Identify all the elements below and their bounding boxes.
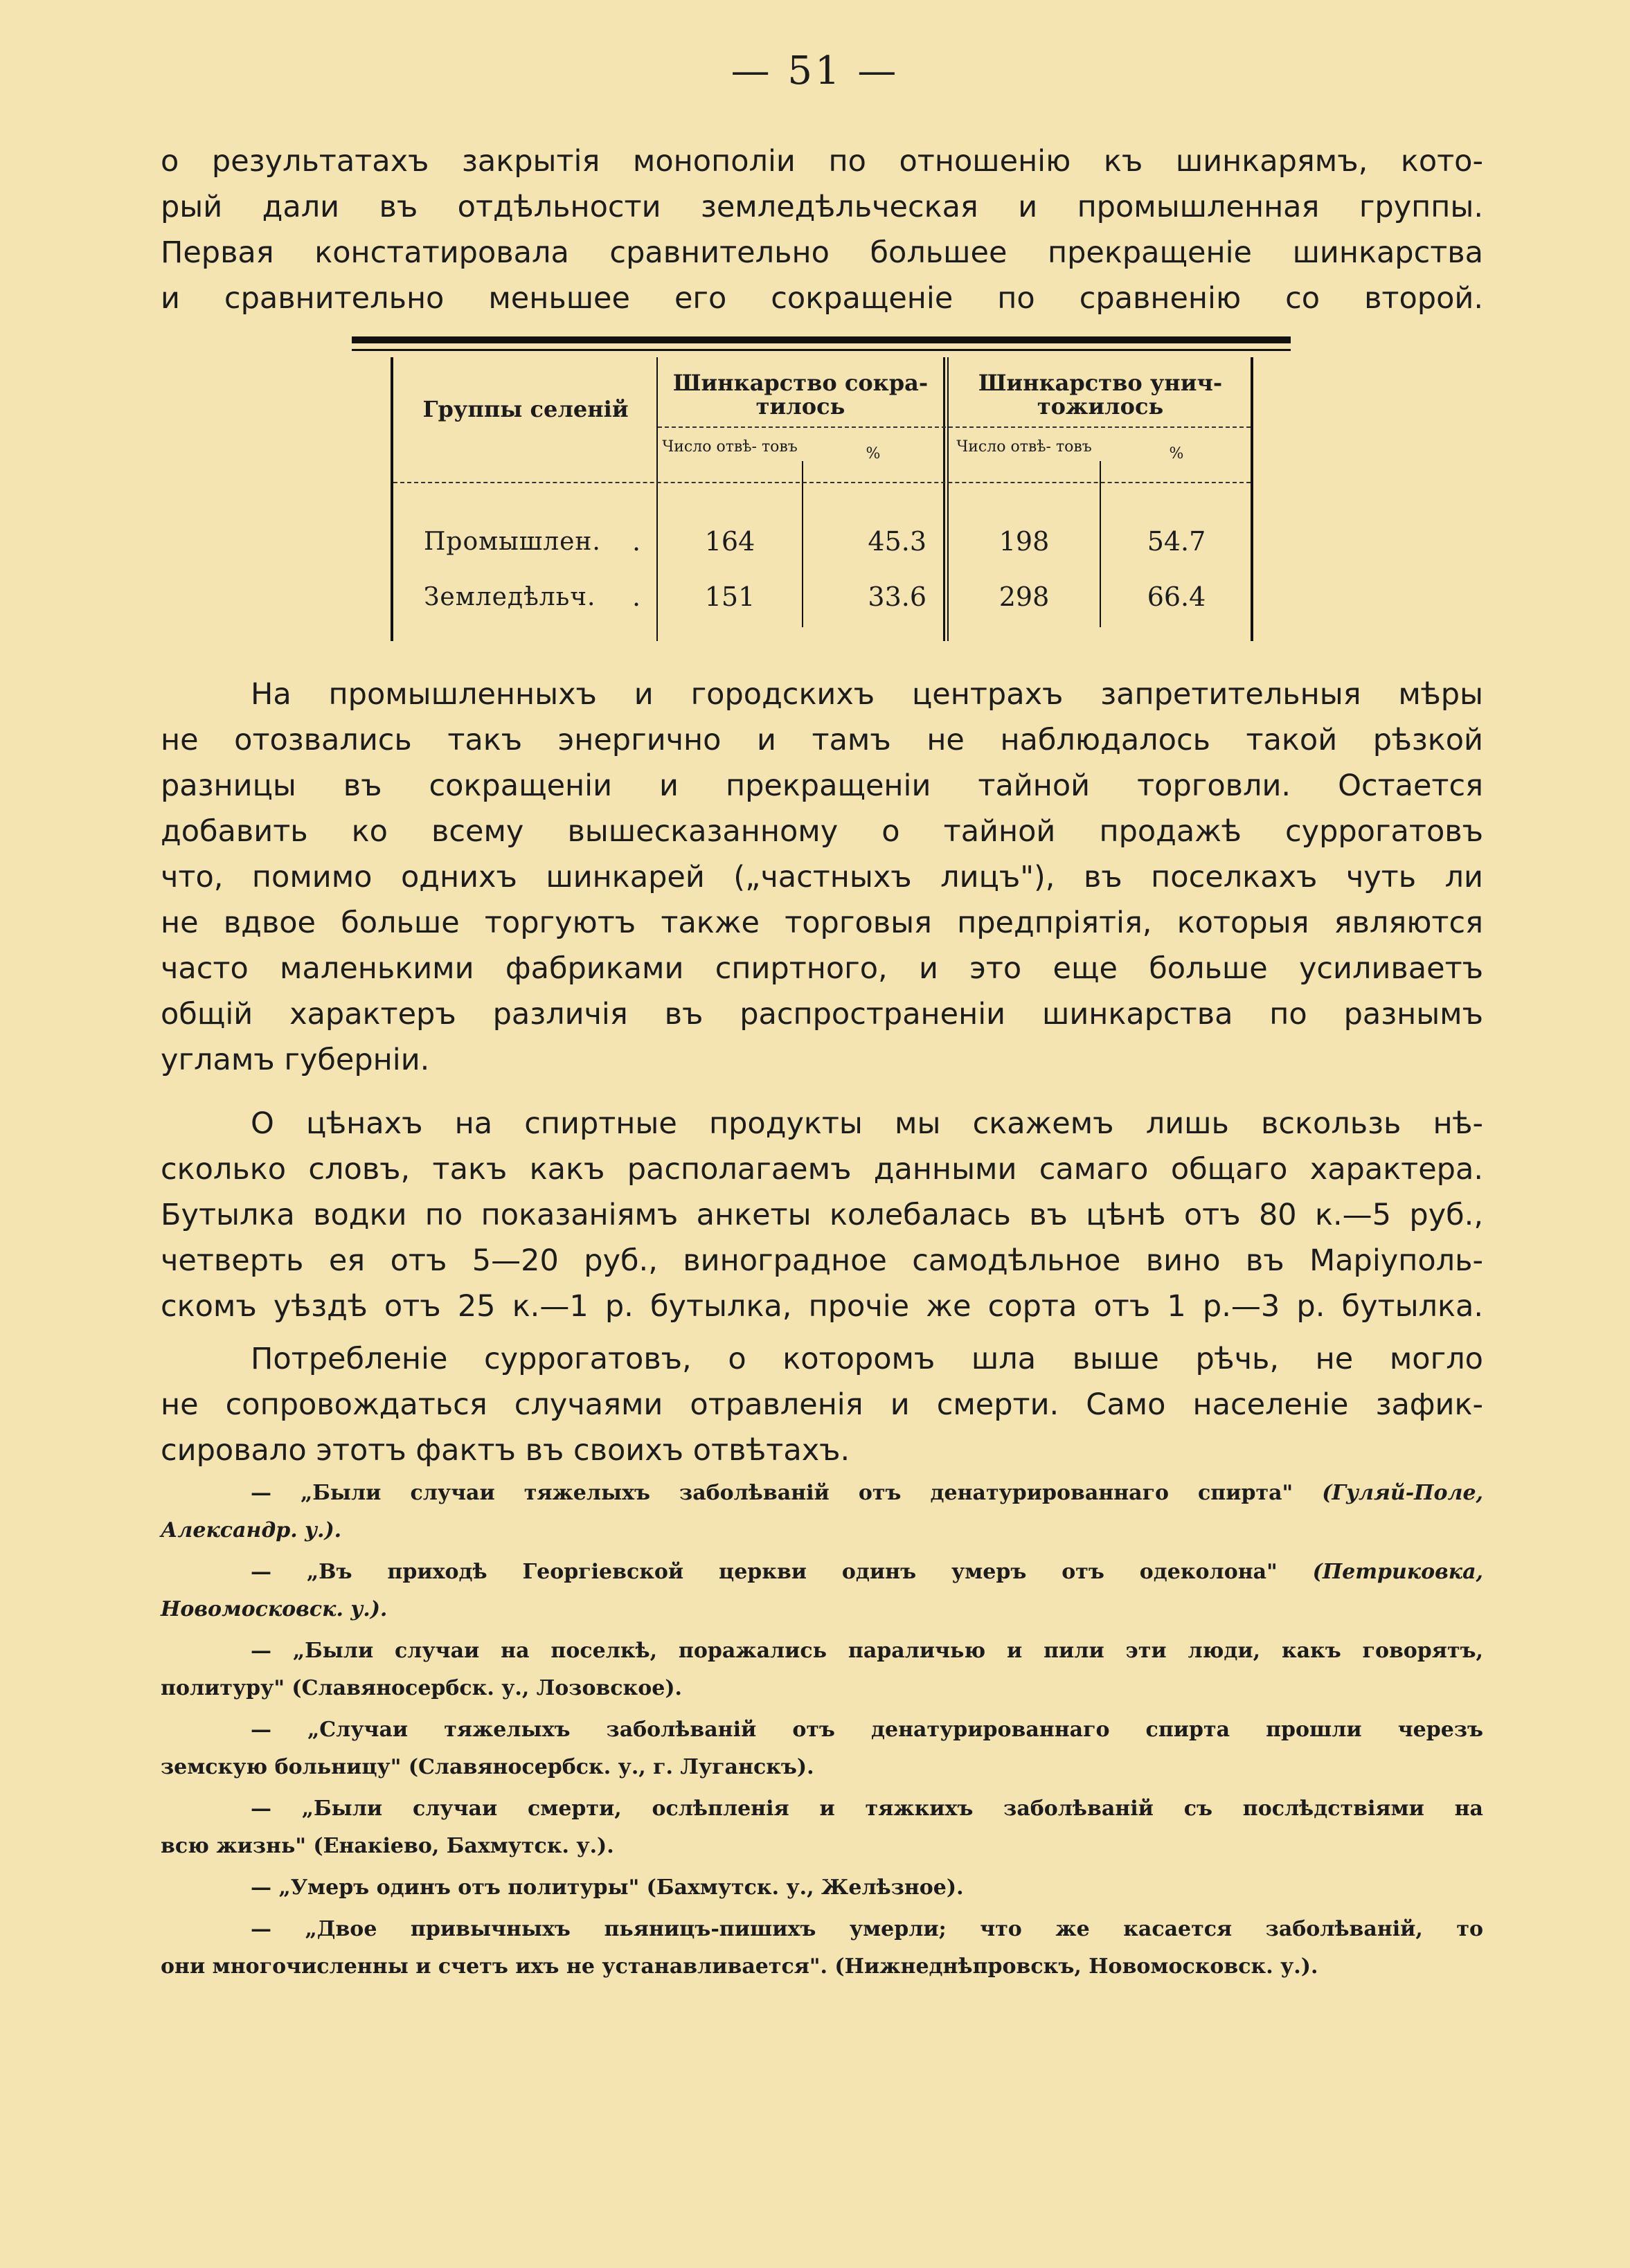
table-top-rule-thin — [352, 349, 1291, 351]
cell-eliminated-pct: 54.7 — [1147, 526, 1206, 557]
quote-item — [161, 1475, 1483, 1549]
text-line: не сопровождаться случаями отравленія и смерти. Само населеніе зафик- — [161, 1387, 1483, 1422]
text-line: рый дали въ отдѣльности земледѣльческая и промышленная группы. — [161, 190, 1483, 224]
table-col-sep — [1100, 461, 1101, 627]
text-line: О цѣнахъ на спиртные продукты мы скажемъ лишь вскользь нѣ- — [251, 1106, 1483, 1141]
paragraph-prices — [161, 1101, 1483, 1329]
quote-item — [161, 1711, 1483, 1786]
header-reduced: Шинкарство сокра- тилось — [672, 370, 929, 420]
quote-line: — „Умеръ одинъ отъ политуры" (Бахмутск. у., Желѣзное). — [251, 1875, 964, 1900]
cell-eliminated-pct: 66.4 — [1147, 582, 1206, 612]
row-label: Промышлен. — [424, 528, 601, 556]
quote-line — [161, 1475, 1483, 1512]
data-table — [352, 336, 1291, 655]
row-leader-dots: . — [632, 526, 641, 557]
table-rule — [393, 482, 1251, 483]
page-number: — 51 — — [731, 48, 899, 93]
quote-item — [161, 1911, 1483, 1986]
paragraph-intro — [161, 138, 1483, 321]
table-col-sep — [656, 357, 658, 641]
row-leader-dots: . — [632, 582, 641, 612]
text-line: часто маленькими фабриками спиртного, и это еще больше усиливаетъ — [161, 951, 1483, 986]
paragraph-surrogates — [161, 1336, 1483, 1473]
text-line: о результатахъ закрытія монополіи по отношенію къ шинкарямъ, кото- — [161, 144, 1483, 179]
table-border-left — [391, 357, 393, 641]
text-line: Потребленіе суррогатовъ, о которомъ шла выше рѣчь, не могло — [251, 1342, 1483, 1376]
quote-line — [161, 1554, 1483, 1591]
table-border-right — [1251, 357, 1253, 641]
quote-source: (Гуляй-Поле, — [1293, 1481, 1483, 1505]
quote-item — [161, 1790, 1483, 1865]
subheader-pct: % — [1169, 445, 1184, 462]
cell-reduced-count: 164 — [704, 526, 755, 557]
text-line: не вдвое больше торгуютъ также торговыя предпріятія, которыя являются — [161, 906, 1483, 940]
text-line: общій характеръ различія въ распространеніи шинкарства по разнымъ — [161, 997, 1483, 1032]
cell-reduced-count: 151 — [704, 582, 755, 612]
paragraph-centers — [161, 672, 1483, 1083]
cell-reduced-pct: 33.6 — [868, 582, 926, 612]
header-eliminated: Шинкарство унич- тожилось — [978, 370, 1223, 420]
text-line: На промышленныхъ и городскихъ центрахъ запретительныя мѣры — [251, 677, 1483, 712]
text-line: скомъ уѣздѣ отъ 25 к.—1 р. бутылка, прочіе же сорта отъ 1 р.—3 р. бутылка. — [161, 1289, 1483, 1324]
quote-source-line: Новомосковск. у.). — [161, 1597, 388, 1621]
quote-line: — „Двое привычныхъ пьяницъ-пишихъ умерли; что же касается заболѣваній, то — [251, 1917, 1483, 1941]
text-line: четверть ея отъ 5—20 руб., виноградное самодѣльное вино въ Маріуполь- — [161, 1243, 1483, 1278]
text-line: Бутылка водки по показаніямъ анкеты колебалась въ цѣнѣ отъ 80 к.—5 руб., — [161, 1198, 1483, 1232]
text-line: и сравнительно меньшее его сокращеніе по сравненію со второй. — [161, 281, 1483, 316]
quote-source: (Петриковка, — [1277, 1560, 1483, 1584]
table-top-rule — [352, 336, 1291, 343]
subheader-count: Число отвѣ- товъ — [662, 438, 798, 456]
text-line: Первая констатировала сравнительно большее прекращеніе шинкарства — [161, 235, 1483, 270]
table-body — [391, 357, 1253, 641]
row-label: Земледѣльч. — [424, 583, 596, 611]
text-line: не отозвались такъ энергично и тамъ не наблюдалось такой рѣзкой — [161, 723, 1483, 757]
header-groups: Группы селеній — [422, 396, 629, 422]
subheader-count: Число отвѣ- товъ — [956, 438, 1092, 456]
text-line: что, помимо однихъ шинкарей („частныхъ лицъ"), въ поселкахъ чуть ли — [161, 860, 1483, 894]
quote-text: — „Въ приходѣ Георгіевской церкви одинъ умеръ отъ одеколона" — [251, 1560, 1278, 1584]
quote-line: — „Были случаи смерти, ослѣпленія и тяжкихъ заболѣваній съ послѣдствіями на — [251, 1797, 1483, 1821]
table-rule — [658, 426, 1251, 428]
text-line: угламъ губерніи. — [161, 1043, 430, 1077]
table-col-sep — [943, 357, 945, 641]
table-col-sep — [802, 461, 803, 627]
quote-item — [161, 1869, 1483, 1907]
quotes-list — [161, 1475, 1483, 1990]
quote-source-line: Александр. у.). — [161, 1518, 342, 1542]
text-line: сколько словъ, такъ какъ располагаемъ данными самаго общаго характера. — [161, 1152, 1483, 1187]
quote-text: — „Были случаи тяжелыхъ заболѣваній отъ денатурированнаго спирта" — [251, 1481, 1293, 1505]
quote-line: — „Были случаи на поселкѣ, поражались параличью и пили эти люди, какъ говорятъ, — [251, 1639, 1483, 1663]
cell-reduced-pct: 45.3 — [868, 526, 926, 557]
cell-eliminated-count: 198 — [998, 526, 1050, 557]
quote-source-line: всю жизнь" (Енакіево, Бахмутск. у.). — [161, 1834, 614, 1858]
text-line: разницы въ сокращеніи и прекращеніи тайной торговли. Остается — [161, 768, 1483, 803]
quote-item — [161, 1632, 1483, 1707]
cell-eliminated-count: 298 — [998, 582, 1050, 612]
table-col-sep — [947, 357, 949, 641]
quote-source-line: земскую больницу" (Славяносербск. у., г. Луганскъ). — [161, 1755, 814, 1779]
quote-source-line: они многочисленны и счетъ ихъ не устанавливается". (Нижнеднѣпровскъ, Новомосковск. у.). — [161, 1954, 1318, 1979]
subheader-pct: % — [866, 445, 881, 462]
quote-source-line: политуру" (Славяносербск. у., Лозовское). — [161, 1676, 682, 1700]
quote-line: — „Случаи тяжелыхъ заболѣваній отъ денатурированнаго спирта прошли черезъ — [251, 1718, 1483, 1742]
text-line: сировало этотъ фактъ въ своихъ отвѣтахъ. — [161, 1433, 850, 1468]
quote-item — [161, 1554, 1483, 1628]
text-line: добавить ко всему вышесказанному о тайной продажѣ суррогатовъ — [161, 814, 1483, 849]
